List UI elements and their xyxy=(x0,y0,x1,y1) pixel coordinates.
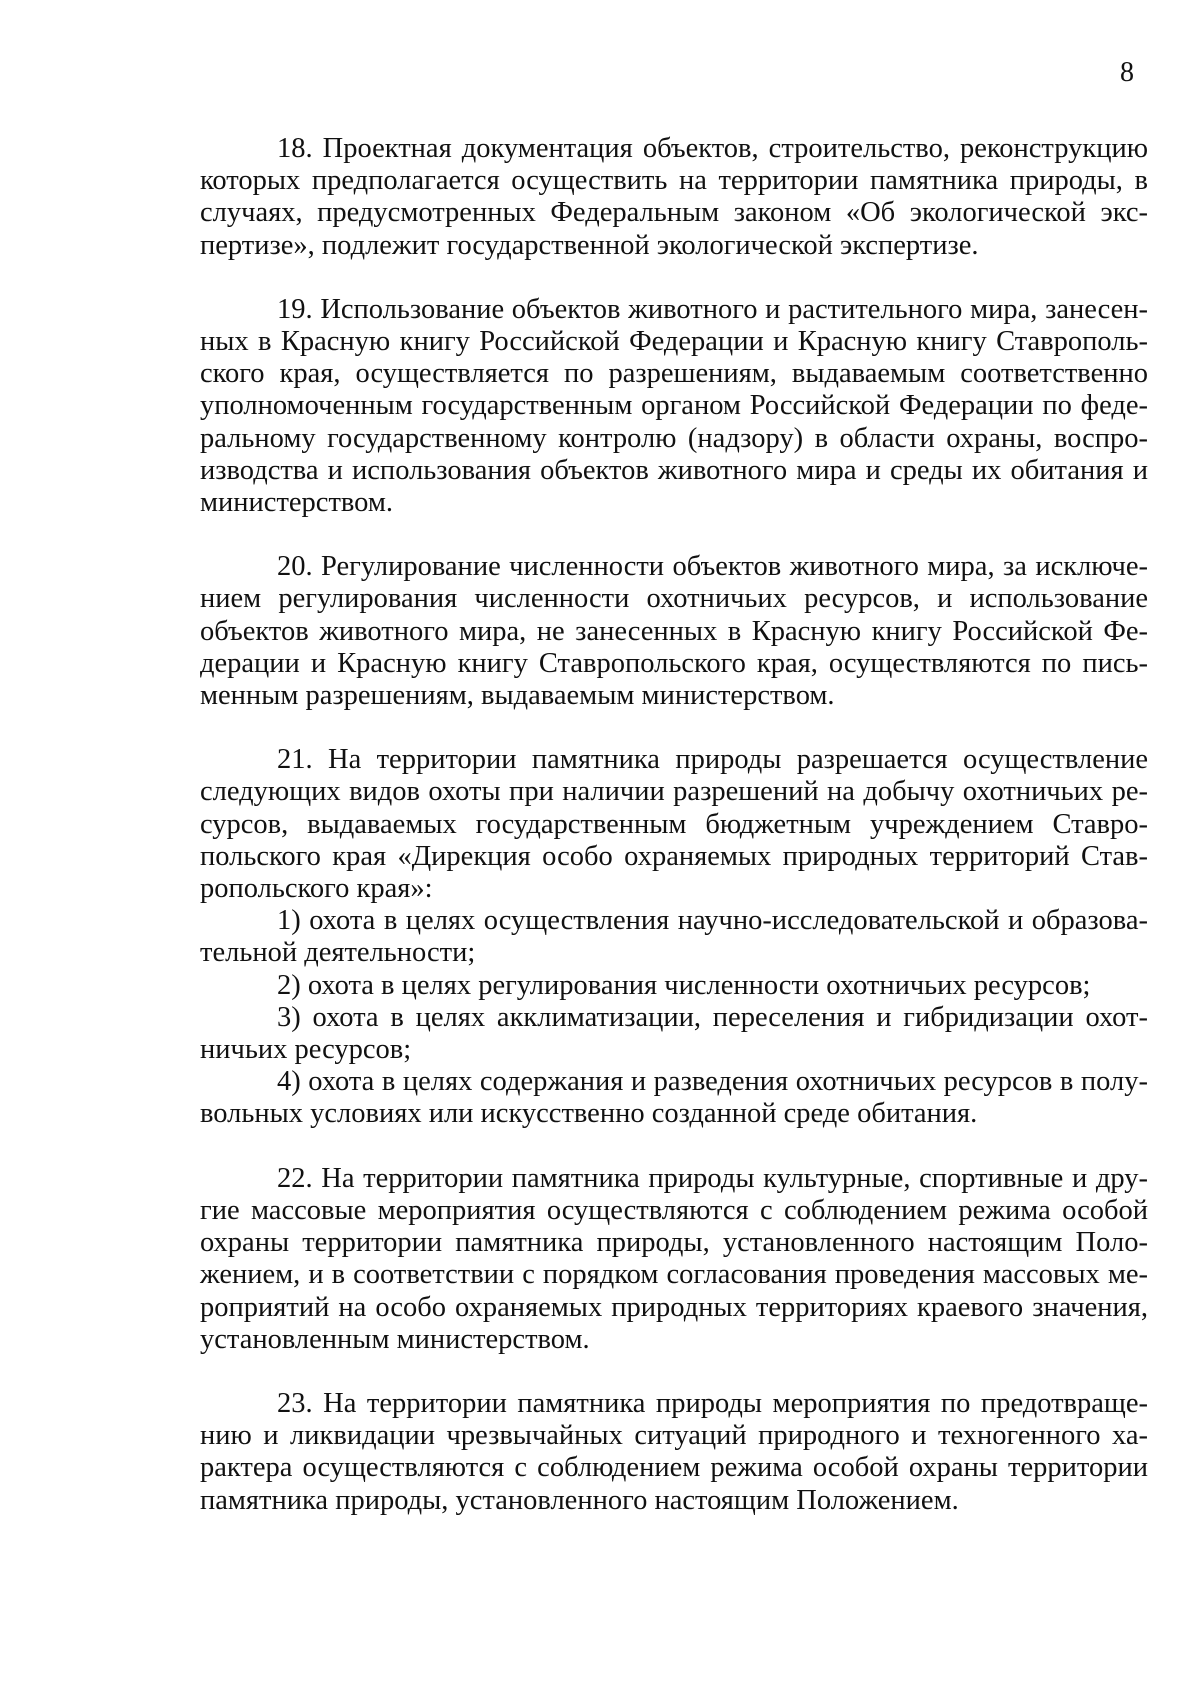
paragraph-18: 18. Проектная документация объектов, строительство, реконструкцию которых предполагается осуществить на территории памятника природы, в случаях, предусмотренных Федеральным законом «Об экологической экспертизе», подлежит государственной экологической экспертизе. xyxy=(200,133,1148,261)
paragraph-22: 22. На территории памятника природы культурные, спортивные и другие массовые мероприятия осуществляются с соблюдением режима особой охраны территории памятника природы, установленного настоящим Положением, и в соответствии с порядком согласования проведения массовых мероприятий на особо охраняемых природных территориях краевого значения, установленным министерством. xyxy=(200,1162,1148,1355)
document-body xyxy=(200,133,1148,1517)
paragraph-23: 23. На территории памятника природы мероприятия по предотвращению и ликвидации чрезвычайных ситуаций природного и техногенного характера осуществляются с соблюдением режима особой охраны территории памятника природы, установленного настоящим Положением. xyxy=(200,1387,1148,1516)
paragraph-21: 21. На территории памятника природы разрешается осуществление следующих видов охоты при наличии разрешений на добычу охотничьих ресурсов, выдаваемых государственным бюджетным учреждением Ставропольского края «Дирекция особо охраняемых природных территорий Ставропольского края»: xyxy=(200,744,1148,905)
list-item-4: 4) охота в целях содержания и разведения охотничьих ресурсов в полувольных условиях или искусственно созданной среде обитания. xyxy=(200,1066,1148,1130)
list-item-1: 1) охота в целях осуществления научно-исследовательской и образовательной деятельности; xyxy=(200,905,1148,969)
page-number: 8 xyxy=(1120,57,1134,88)
paragraph-20: 20. Регулирование численности объектов животного мира, за исключением регулирования численности охотничьих ресурсов, и использование объектов животного мира, не занесенных в Красную книгу Российской Федерации и Красную книгу Ставропольского края, осуществляются по письменным разрешениям, выдаваемым министерством. xyxy=(200,551,1148,712)
list-item-2: 2) охота в целях регулирования численности охотничьих ресурсов; xyxy=(277,969,1091,1001)
list-item-3: 3) охота в целях акклиматизации, переселения и гибридизации охотничьих ресурсов; xyxy=(200,1001,1148,1066)
paragraph-19: 19. Использование объектов животного и растительного мира, занесенных в Красную книгу Российской Федерации и Красную книгу Ставропольского края, осуществляется по разрешениям, выдаваемым соответственно уполномоченным государственным органом Российской Федерации по федеральному государственному контролю (надзору) в области охраны, воспроизводства и использования объектов животного мира и среды их обитания и министерством. xyxy=(200,293,1148,519)
